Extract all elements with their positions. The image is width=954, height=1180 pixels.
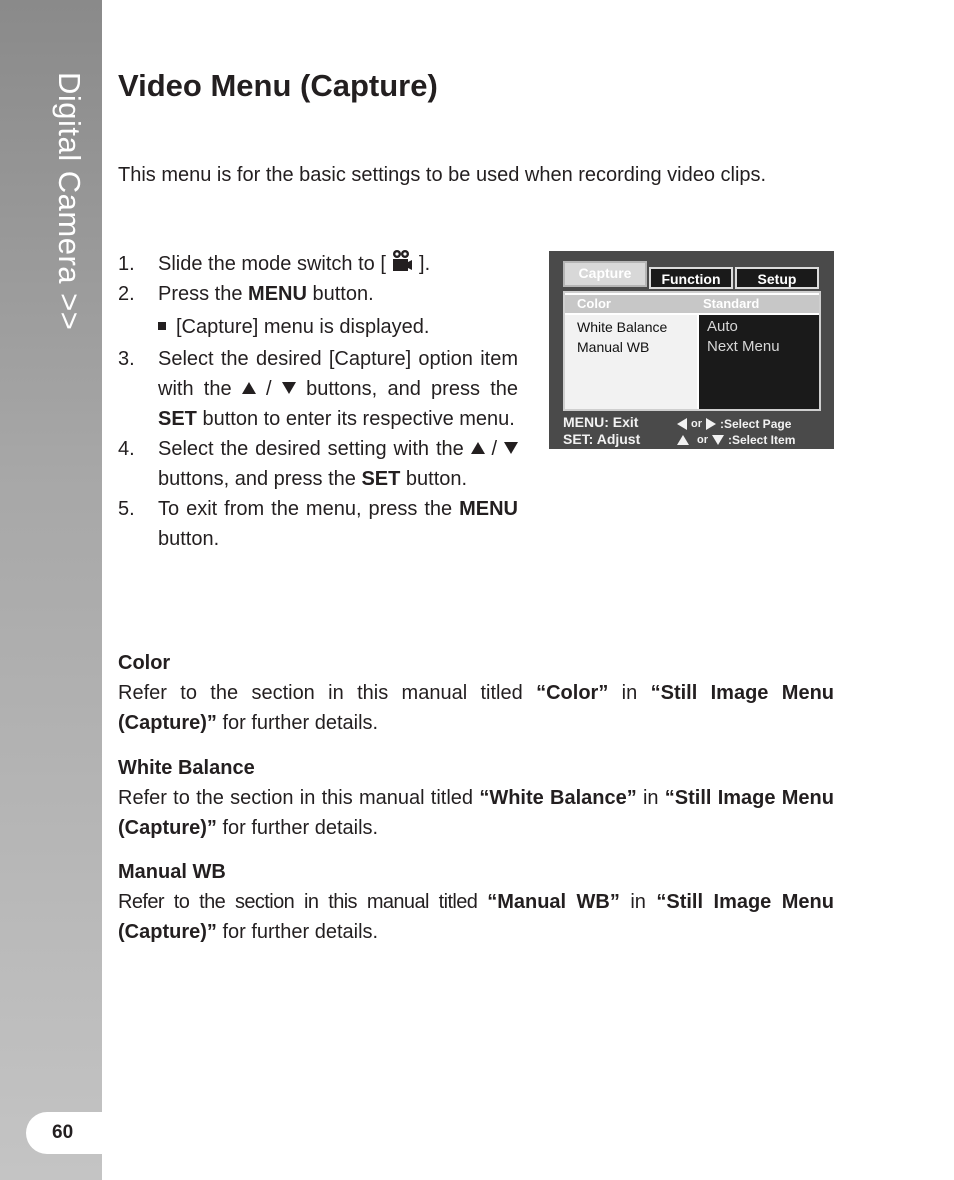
step-3 <box>118 344 518 434</box>
step-4 <box>118 434 518 494</box>
body-text: for further details. <box>216 817 379 839</box>
step-1 <box>118 249 518 279</box>
section-heading: Manual WB <box>118 861 226 883</box>
lcd-footer-item <box>677 433 795 447</box>
body-text: in <box>636 787 665 809</box>
section-body <box>118 887 834 947</box>
page-title: Video Menu (Capture) <box>118 68 438 103</box>
down-arrow-icon <box>712 435 724 445</box>
lcd-tab-setup: Setup <box>735 267 819 289</box>
up-arrow-icon <box>677 435 689 445</box>
step-text-part: buttons, and press the <box>158 468 362 490</box>
section-heading: White Balance <box>118 757 255 779</box>
up-arrow-icon <box>471 442 485 454</box>
step-text-part: / <box>255 378 282 400</box>
body-text: for further details. <box>216 921 379 943</box>
section-body <box>118 678 834 738</box>
down-arrow-icon <box>282 382 296 394</box>
lcd-footer-page <box>677 417 791 431</box>
lcd-item: Manual WB <box>577 339 650 355</box>
lcd-menu-panel <box>563 291 821 411</box>
step-text-part: button. <box>306 283 374 305</box>
lcd-highlight-row <box>565 295 819 313</box>
section-white-balance <box>118 753 834 843</box>
step-2 <box>118 279 518 309</box>
sidebar-title: Digital Camera >> <box>52 72 87 331</box>
down-arrow-icon <box>504 442 518 454</box>
lcd-footer-menu: MENU: Exit <box>563 414 639 430</box>
page-number: 60 <box>26 1112 102 1154</box>
steps-list <box>118 249 518 554</box>
step-text-part: button to enter its respective menu. <box>196 408 515 430</box>
lcd-highlight-item: Color <box>577 296 611 311</box>
step-text <box>158 279 518 309</box>
lcd-select-item: :Select Item <box>728 433 796 447</box>
reference-menu: “Still Image Menu (Capture)” <box>118 891 834 943</box>
square-bullet-icon <box>158 322 166 330</box>
body-text: for further details. <box>216 712 379 734</box>
lcd-or: or <box>691 418 702 430</box>
lcd-or: or <box>697 434 708 446</box>
bullet-text: [Capture] menu is displayed. <box>176 316 430 338</box>
reference-title: “White Balance” <box>479 787 637 809</box>
body-text: Refer to the section in this manual titled <box>118 787 480 809</box>
lcd-footer-set: SET: Adjust <box>563 431 641 447</box>
lcd-value: Next Menu <box>707 338 780 355</box>
step-text-part: Slide the mode switch to [ <box>158 253 392 275</box>
lcd-highlight-value: Standard <box>703 296 760 311</box>
step-number: 1. <box>118 253 135 275</box>
step-bullet <box>118 312 518 342</box>
reference-title: “Color” <box>536 682 609 704</box>
lcd-select-page: :Select Page <box>720 417 792 431</box>
lcd-tab-function: Function <box>649 267 733 289</box>
step-text <box>158 249 518 279</box>
step-text-part: Select the desired [Capture] option item with the <box>158 348 518 400</box>
step-number: 3. <box>118 348 135 370</box>
step-number: 5. <box>118 498 135 520</box>
step-text <box>158 344 518 434</box>
step-text-part: / <box>484 438 505 460</box>
set-keyword: SET <box>158 408 197 430</box>
body-text: in <box>619 891 657 913</box>
step-number: 4. <box>118 438 135 460</box>
step-text-part: Select the desired setting with the <box>158 438 471 460</box>
reference-title: “Manual WB” <box>487 891 620 913</box>
lcd-value-column <box>699 315 819 409</box>
menu-keyword: MENU <box>459 498 518 520</box>
step-text <box>158 494 518 554</box>
camera-lcd-screenshot <box>549 251 834 449</box>
left-arrow-icon <box>677 418 687 430</box>
lcd-tab-capture: Capture <box>563 261 647 287</box>
menu-keyword: MENU <box>248 283 307 305</box>
step-number: 2. <box>118 283 135 305</box>
section-manual-wb <box>118 857 834 947</box>
section-color <box>118 648 834 738</box>
set-keyword: SET <box>361 468 401 490</box>
body-text: Refer to the section in this manual titled <box>118 891 488 913</box>
step-text-part: buttons, and press the <box>295 378 518 400</box>
section-body <box>118 783 834 843</box>
lcd-item-column <box>565 315 697 409</box>
body-text: Refer to the section in this manual titled <box>118 682 537 704</box>
step-text <box>158 434 518 494</box>
step-text-part: button. <box>158 528 220 550</box>
body-text: in <box>608 682 651 704</box>
step-text-part: button. <box>400 468 468 490</box>
up-arrow-icon <box>242 382 256 394</box>
step-text-part: To exit from the menu, press the <box>158 498 460 520</box>
reference-menu: “Still Image Menu (Capture)” <box>118 787 834 839</box>
section-heading: Color <box>118 652 171 674</box>
step-5 <box>118 494 518 554</box>
video-camera-icon <box>391 249 413 273</box>
sidebar <box>0 0 102 1180</box>
step-text-part: ]. <box>413 253 431 275</box>
step-text-part: Press the <box>158 283 249 305</box>
reference-menu: “Still Image Menu (Capture)” <box>118 682 835 734</box>
right-arrow-icon <box>706 418 716 430</box>
lcd-value: Auto <box>707 318 738 335</box>
lcd-item: White Balance <box>577 319 668 335</box>
intro-paragraph: This menu is for the basic settings to be used when recording video clips. <box>118 164 767 186</box>
